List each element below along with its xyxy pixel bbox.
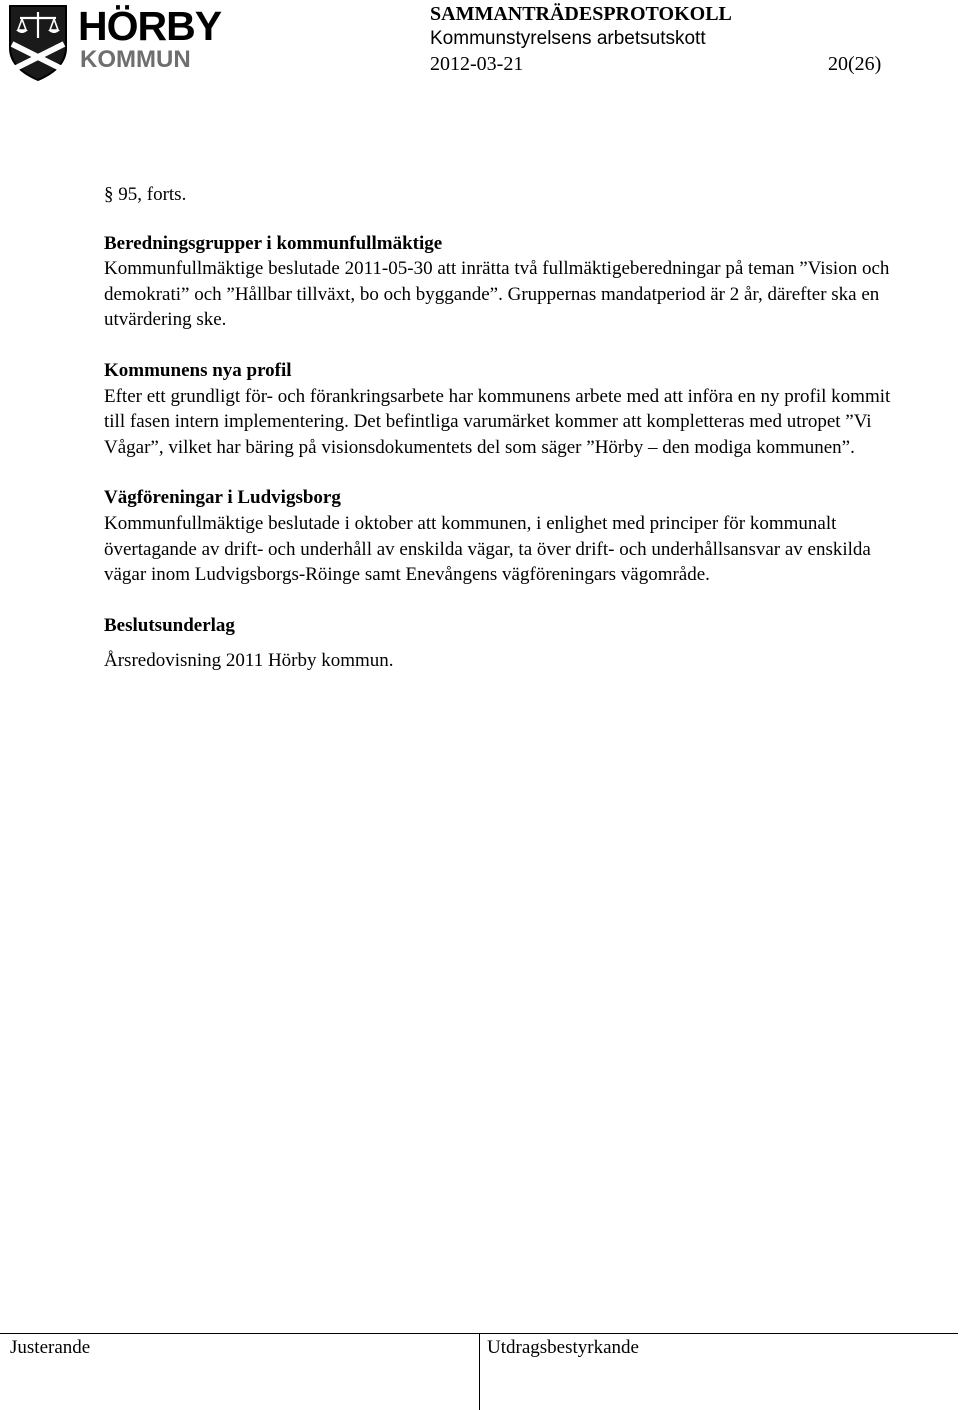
meeting-date: 2012-03-21 bbox=[430, 53, 524, 75]
section-heading: Beredningsgrupper i kommunfullmäktige bbox=[104, 232, 443, 254]
coat-of-arms-icon bbox=[8, 4, 68, 82]
footer-justerande-label: Justerande bbox=[10, 1337, 91, 1358]
footer-utdragsbestyrkande-label: Utdragsbestyrkande bbox=[487, 1337, 639, 1358]
logo-name-line1: HÖRBY bbox=[78, 3, 222, 49]
paragraph-reference: § 95, forts. bbox=[104, 184, 187, 205]
section-body: Kommunfullmäktige beslutade 2011-05-30 att inrätta två fullmäktigeberedningar på teman ”Vision och demokrati” och ”Hållbar tillväxt, bo och byggande”. Gruppernas mandatperiod är 2 år, därefter ska en utvärdering ske. bbox=[104, 258, 890, 331]
section-heading: Kommunens nya profil bbox=[104, 359, 292, 381]
section-vagforeningar bbox=[104, 485, 904, 587]
section-body: Efter ett grundligt för- och förankringsarbete har kommunens arbete med att införa en ny profil kommit till fasen intern implementering. Det befintliga varumärket kommer att kompletteras med utropet ”Vi Vågar”, vilket har bäring på visionsdokumentets del som säger ”Hörby – den modiga kommunen”. bbox=[104, 385, 891, 458]
hoerby-kommun-logo bbox=[8, 3, 222, 84]
logo-name-line2: KOMMUN bbox=[80, 46, 191, 73]
document-body bbox=[104, 182, 904, 699]
section-body: Kommunfullmäktige beslutade i oktober att kommunen, i enlighet med principer för kommunalt övertagande av drift- och underhåll av enskilda vägar, ta över drift- och underhållsansvar av enskilda vägar inom Ludvigsborgs-Röinge samt Enevångens vägföreningars vägområde. bbox=[104, 512, 871, 586]
footer-column-divider bbox=[479, 1333, 480, 1410]
section-beslutsunderlag bbox=[104, 613, 904, 674]
page-number: 20(26) bbox=[828, 53, 882, 75]
protocol-title: SAMMANTRÄDESPROTOKOLL bbox=[430, 3, 732, 25]
section-beredningsgrupper bbox=[104, 231, 904, 333]
section-nya-profil bbox=[104, 358, 904, 460]
section-body: Årsredovisning 2011 Hörby kommun. bbox=[104, 650, 394, 672]
section-heading: Beslutsunderlag bbox=[104, 614, 235, 636]
committee-name: Kommunstyrelsens arbetsutskott bbox=[430, 28, 706, 49]
section-heading: Vägföreningar i Ludvigsborg bbox=[104, 487, 341, 509]
